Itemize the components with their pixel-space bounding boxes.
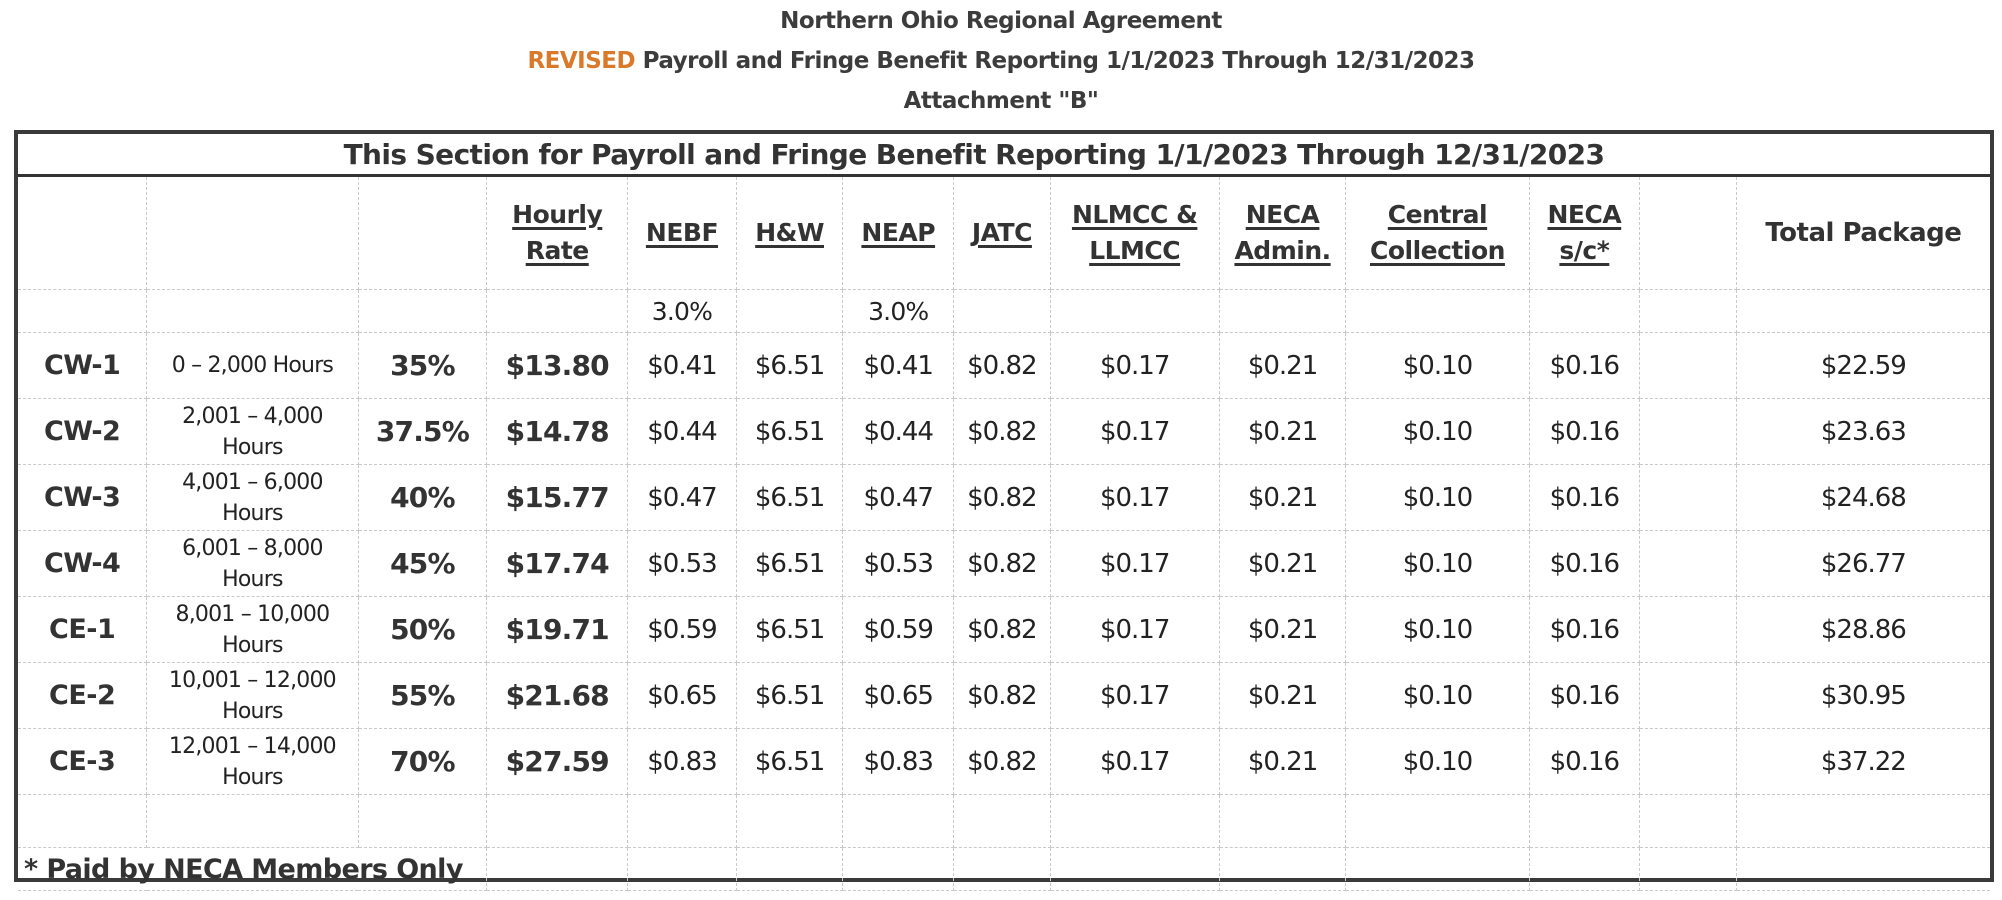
header-blank-classification (18, 176, 147, 290)
rate-table-frame (14, 130, 1994, 885)
total-package-value: $24.68 (1736, 465, 1990, 531)
jatc-value: $0.82 (954, 333, 1051, 399)
central-collection-value: $0.10 (1346, 663, 1529, 729)
blank-cell (1736, 848, 1990, 891)
blank-cell (1640, 597, 1737, 663)
neap-value: $0.65 (843, 663, 954, 729)
nlmcc-value: $0.17 (1050, 663, 1219, 729)
nlmcc-value: $0.17 (1050, 333, 1219, 399)
central-collection-value: $0.10 (1346, 465, 1529, 531)
neap-value: $0.59 (843, 597, 954, 663)
jatc-value: $0.82 (954, 729, 1051, 795)
hourly-rate: $13.80 (487, 333, 628, 399)
blank-cell (147, 795, 358, 848)
jatc-value: $0.82 (954, 465, 1051, 531)
hw-value: $6.51 (736, 465, 843, 531)
header-neca-admin: NECA Admin. (1219, 176, 1346, 290)
attachment-label: Attachment "B" (903, 88, 1099, 114)
blank-cell (1529, 848, 1640, 891)
classification: CW-4 (18, 531, 147, 597)
journeyman-percent: 40% (358, 465, 487, 531)
journeyman-percent: 45% (358, 531, 487, 597)
hw-value: $6.51 (736, 333, 843, 399)
journeyman-percent: 37.5% (358, 399, 487, 465)
hourly-rate: $27.59 (487, 729, 628, 795)
column-header-row (18, 176, 1990, 290)
hours-range: 12,001 – 14,000 Hours (147, 729, 358, 795)
blank-cell (358, 795, 487, 848)
document-subtitle (0, 48, 2002, 74)
nebf-value: $0.53 (628, 531, 737, 597)
hourly-rate: $21.68 (487, 663, 628, 729)
nebf-percent: 3.0% (628, 290, 737, 333)
blank-cell (1640, 290, 1737, 333)
journeyman-percent: 50% (358, 597, 487, 663)
nlmcc-value: $0.17 (1050, 729, 1219, 795)
classification: CE-3 (18, 729, 147, 795)
section-title: This Section for Payroll and Fringe Benefit Reporting 1/1/2023 Through 12/31/2023 (18, 134, 1990, 176)
header-blank-spacer (1640, 176, 1737, 290)
jatc-value: $0.82 (954, 597, 1051, 663)
jatc-value: $0.82 (954, 399, 1051, 465)
central-collection-value: $0.10 (1346, 729, 1529, 795)
blank-cell (736, 848, 843, 891)
hw-value: $6.51 (736, 597, 843, 663)
classification: CW-2 (18, 399, 147, 465)
blank-cell (1346, 848, 1529, 891)
blank-cell (1640, 531, 1737, 597)
neap-percent: 3.0% (843, 290, 954, 333)
blank-cell (1050, 848, 1219, 891)
neca-admin-value: $0.21 (1219, 531, 1346, 597)
neca-admin-value: $0.21 (1219, 333, 1346, 399)
header-blank-hours (147, 176, 358, 290)
nebf-value: $0.59 (628, 597, 737, 663)
neca-sc-value: $0.16 (1529, 597, 1640, 663)
blank-cell (954, 290, 1051, 333)
blank-cell (1640, 848, 1737, 891)
blank-cell (843, 795, 954, 848)
revised-label: REVISED (527, 48, 636, 74)
jatc-value: $0.82 (954, 663, 1051, 729)
neca-sc-value: $0.16 (1529, 663, 1640, 729)
hw-value: $6.51 (736, 531, 843, 597)
hw-value: $6.51 (736, 663, 843, 729)
classification: CW-3 (18, 465, 147, 531)
header-nebf: NEBF (628, 176, 737, 290)
neca-admin-value: $0.21 (1219, 663, 1346, 729)
blank-cell (843, 848, 954, 891)
blank-cell (1640, 333, 1737, 399)
table-row (18, 663, 1990, 729)
blank-cell (18, 290, 147, 333)
total-package-value: $22.59 (1736, 333, 1990, 399)
hours-range: 2,001 – 4,000 Hours (147, 399, 358, 465)
neca-sc-value: $0.16 (1529, 531, 1640, 597)
subtitle-text: Payroll and Fringe Benefit Reporting 1/1/2023 Through 12/31/2023 (635, 48, 1475, 74)
blank-cell (1219, 795, 1346, 848)
blank-cell (1219, 848, 1346, 891)
total-package-value: $26.77 (1736, 531, 1990, 597)
blank-cell (954, 848, 1051, 891)
neca-sc-value: $0.16 (1529, 399, 1640, 465)
blank-cell (1736, 290, 1990, 333)
blank-cell (1346, 795, 1529, 848)
table-row (18, 729, 1990, 795)
rate-table (18, 134, 1990, 891)
blank-cell (736, 290, 843, 333)
nlmcc-value: $0.17 (1050, 399, 1219, 465)
classification: CE-2 (18, 663, 147, 729)
neap-value: $0.41 (843, 333, 954, 399)
hw-value: $6.51 (736, 399, 843, 465)
classification: CW-1 (18, 333, 147, 399)
header-blank-percent (358, 176, 487, 290)
section-title-row (18, 134, 1990, 176)
hours-range: 8,001 – 10,000 Hours (147, 597, 358, 663)
blank-cell (1529, 795, 1640, 848)
central-collection-value: $0.10 (1346, 399, 1529, 465)
blank-cell (1640, 663, 1737, 729)
hw-value: $6.51 (736, 729, 843, 795)
journeyman-percent: 70% (358, 729, 487, 795)
header-nlmcc-llmcc: NLMCC & LLMCC (1050, 176, 1219, 290)
blank-cell (1346, 290, 1529, 333)
footnote-row (18, 848, 1990, 891)
central-collection-value: $0.10 (1346, 333, 1529, 399)
footnote: * Paid by NECA Members Only (18, 848, 487, 891)
header-total-package: Total Package (1736, 176, 1990, 290)
document-title: Northern Ohio Regional Agreement (780, 8, 1222, 34)
nlmcc-value: $0.17 (1050, 597, 1219, 663)
blank-cell (628, 795, 737, 848)
table-row (18, 531, 1990, 597)
header-hw: H&W (736, 176, 843, 290)
blank-cell (954, 795, 1051, 848)
blank-cell (736, 795, 843, 848)
nebf-value: $0.41 (628, 333, 737, 399)
neap-value: $0.47 (843, 465, 954, 531)
hours-range: 4,001 – 6,000 Hours (147, 465, 358, 531)
total-package-value: $28.86 (1736, 597, 1990, 663)
hours-range: 0 – 2,000 Hours (147, 333, 358, 399)
neca-sc-value: $0.16 (1529, 333, 1640, 399)
header-jatc: JATC (954, 176, 1051, 290)
table-row (18, 465, 1990, 531)
neca-admin-value: $0.21 (1219, 597, 1346, 663)
neca-admin-value: $0.21 (1219, 465, 1346, 531)
header-neap: NEAP (843, 176, 954, 290)
blank-cell (487, 848, 628, 891)
nebf-value: $0.83 (628, 729, 737, 795)
hourly-rate: $15.77 (487, 465, 628, 531)
blank-cell (18, 795, 147, 848)
blank-cell (1640, 795, 1737, 848)
percent-row (18, 290, 1990, 333)
hours-range: 10,001 – 12,000 Hours (147, 663, 358, 729)
nebf-value: $0.47 (628, 465, 737, 531)
hourly-rate: $19.71 (487, 597, 628, 663)
central-collection-value: $0.10 (1346, 597, 1529, 663)
hours-range: 6,001 – 8,000 Hours (147, 531, 358, 597)
nebf-value: $0.44 (628, 399, 737, 465)
nlmcc-value: $0.17 (1050, 531, 1219, 597)
header-hourly-rate: Hourly Rate (487, 176, 628, 290)
journeyman-percent: 55% (358, 663, 487, 729)
journeyman-percent: 35% (358, 333, 487, 399)
hourly-rate: $14.78 (487, 399, 628, 465)
blank-cell (1736, 795, 1990, 848)
hourly-rate: $17.74 (487, 531, 628, 597)
table-row (18, 399, 1990, 465)
neap-value: $0.44 (843, 399, 954, 465)
neap-value: $0.53 (843, 531, 954, 597)
neca-sc-value: $0.16 (1529, 465, 1640, 531)
classification: CE-1 (18, 597, 147, 663)
blank-cell (487, 290, 628, 333)
total-package-value: $37.22 (1736, 729, 1990, 795)
blank-cell (358, 290, 487, 333)
blank-cell (628, 848, 737, 891)
neca-admin-value: $0.21 (1219, 399, 1346, 465)
blank-cell (1640, 729, 1737, 795)
blank-cell (147, 290, 358, 333)
header-central-collection: Central Collection (1346, 176, 1529, 290)
neca-admin-value: $0.21 (1219, 729, 1346, 795)
total-package-value: $30.95 (1736, 663, 1990, 729)
table-row (18, 333, 1990, 399)
blank-cell (1050, 795, 1219, 848)
blank-cell (1529, 290, 1640, 333)
neca-sc-value: $0.16 (1529, 729, 1640, 795)
blank-cell (1219, 290, 1346, 333)
blank-cell (1050, 290, 1219, 333)
blank-cell (487, 795, 628, 848)
blank-row (18, 795, 1990, 848)
jatc-value: $0.82 (954, 531, 1051, 597)
blank-cell (1640, 465, 1737, 531)
neap-value: $0.83 (843, 729, 954, 795)
table-row (18, 597, 1990, 663)
header-neca-sc: NECA s/c* (1529, 176, 1640, 290)
central-collection-value: $0.10 (1346, 531, 1529, 597)
blank-cell (1640, 399, 1737, 465)
nlmcc-value: $0.17 (1050, 465, 1219, 531)
nebf-value: $0.65 (628, 663, 737, 729)
total-package-value: $23.63 (1736, 399, 1990, 465)
